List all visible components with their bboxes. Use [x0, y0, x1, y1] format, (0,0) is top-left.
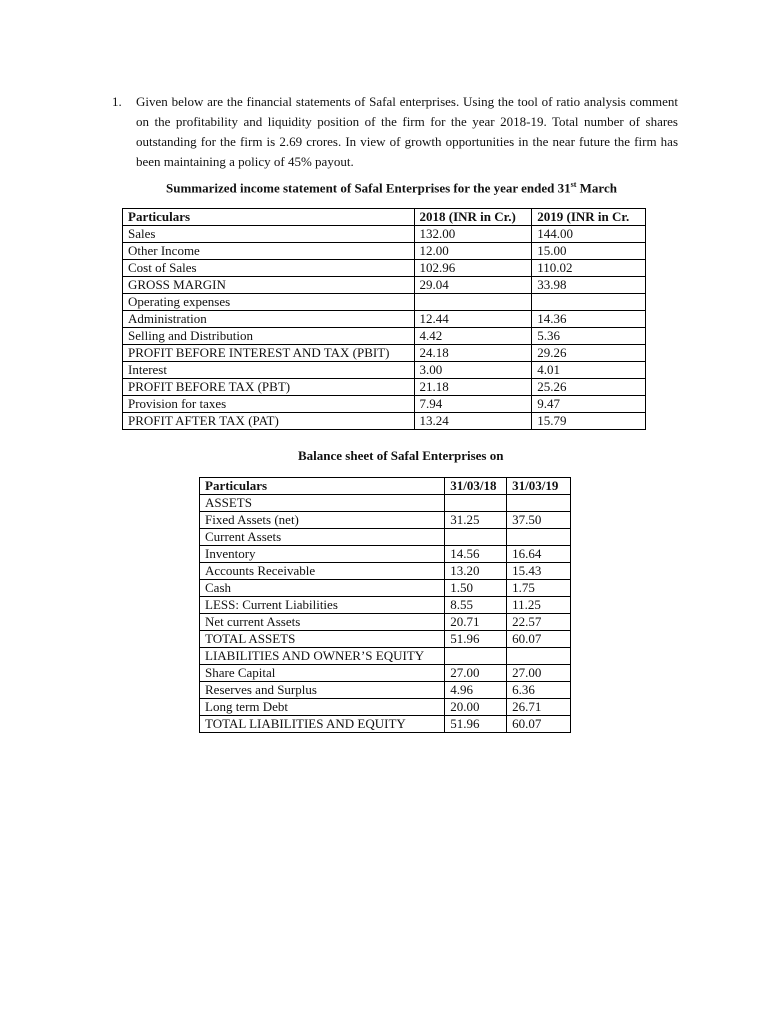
row-label: GROSS MARGIN — [123, 277, 415, 294]
cell-2019: 1.75 — [507, 580, 571, 597]
row-label: PROFIT AFTER TAX (PAT) — [123, 413, 415, 430]
table-row — [200, 631, 571, 648]
row-label: Provision for taxes — [123, 396, 415, 413]
cell-2018: 24.18 — [414, 345, 532, 362]
cell-2019: 14.36 — [532, 311, 646, 328]
cell-2019: 144.00 — [532, 226, 646, 243]
cell-2019: 4.01 — [532, 362, 646, 379]
question-text: Given below are the financial statements of Safal enterprises. Using the tool of ratio analysis comment on the profitability and liquidity position of the firm for the year 2018-19. Total number of shares outstanding for the firm is 2.69 crores. In view of growth opportunities in the near future the firm has been maintaining a policy of 45% payout. — [136, 94, 678, 169]
table-row — [123, 243, 646, 260]
column-header: Particulars — [123, 209, 415, 226]
cell-2019: 60.07 — [507, 716, 571, 733]
table-row — [123, 277, 646, 294]
cell-2018: 31.25 — [445, 512, 507, 529]
row-label: Fixed Assets (net) — [200, 512, 445, 529]
table-header-row — [123, 209, 646, 226]
income-caption-superscript: st — [570, 180, 577, 189]
cell-2019 — [507, 495, 571, 512]
cell-2019: 15.00 — [532, 243, 646, 260]
cell-2019: 11.25 — [507, 597, 571, 614]
cell-2018: 27.00 — [445, 665, 507, 682]
cell-2019: 110.02 — [532, 260, 646, 277]
column-header: Particulars — [200, 478, 445, 495]
row-label: PROFIT BEFORE INTEREST AND TAX (PBIT) — [123, 345, 415, 362]
row-label: TOTAL ASSETS — [200, 631, 445, 648]
cell-2019: 6.36 — [507, 682, 571, 699]
balance-sheet-table — [199, 477, 571, 733]
cell-2018: 3.00 — [414, 362, 532, 379]
cell-2019: 25.26 — [532, 379, 646, 396]
cell-2018: 1.50 — [445, 580, 507, 597]
table-row — [123, 226, 646, 243]
row-label: Long term Debt — [200, 699, 445, 716]
table-row — [200, 597, 571, 614]
cell-2019: 37.50 — [507, 512, 571, 529]
row-label: TOTAL LIABILITIES AND EQUITY — [200, 716, 445, 733]
cell-2018: 4.42 — [414, 328, 532, 345]
cell-2018 — [445, 648, 507, 665]
cell-2018: 13.24 — [414, 413, 532, 430]
table-row — [123, 260, 646, 277]
row-label: ASSETS — [200, 495, 445, 512]
cell-2019: 26.71 — [507, 699, 571, 716]
table-row — [200, 614, 571, 631]
table-row — [123, 379, 646, 396]
cell-2019: 60.07 — [507, 631, 571, 648]
row-label: LIABILITIES AND OWNER’S EQUITY — [200, 648, 445, 665]
table-row — [200, 495, 571, 512]
table-row — [123, 396, 646, 413]
table-row — [200, 563, 571, 580]
row-label: PROFIT BEFORE TAX (PBT) — [123, 379, 415, 396]
cell-2019: 22.57 — [507, 614, 571, 631]
cell-2018 — [414, 294, 532, 311]
cell-2018: 8.55 — [445, 597, 507, 614]
table-row — [200, 699, 571, 716]
table-row — [123, 328, 646, 345]
table-header-row — [200, 478, 571, 495]
cell-2018 — [445, 529, 507, 546]
cell-2019: 5.36 — [532, 328, 646, 345]
cell-2018: 29.04 — [414, 277, 532, 294]
row-label: Cost of Sales — [123, 260, 415, 277]
table-row — [200, 682, 571, 699]
cell-2018 — [445, 495, 507, 512]
cell-2019: 33.98 — [532, 277, 646, 294]
table-row — [123, 413, 646, 430]
table-row — [123, 294, 646, 311]
cell-2019: 29.26 — [532, 345, 646, 362]
cell-2019: 27.00 — [507, 665, 571, 682]
cell-2019: 15.43 — [507, 563, 571, 580]
table-row — [200, 546, 571, 563]
cell-2019: 15.79 — [532, 413, 646, 430]
cell-2018: 20.00 — [445, 699, 507, 716]
table-row — [200, 648, 571, 665]
table-row — [123, 345, 646, 362]
row-label: Interest — [123, 362, 415, 379]
row-label: Selling and Distribution — [123, 328, 415, 345]
income-caption-main: Summarized income statement of Safal Enterprises for the year ended 31 — [166, 180, 571, 196]
cell-2019 — [507, 529, 571, 546]
income-statement-table — [122, 208, 646, 430]
row-label: LESS: Current Liabilities — [200, 597, 445, 614]
row-label: Sales — [123, 226, 415, 243]
row-label: Administration — [123, 311, 415, 328]
question-block — [112, 92, 678, 172]
cell-2018: 4.96 — [445, 682, 507, 699]
row-label: Other Income — [123, 243, 415, 260]
balance-sheet-caption: Balance sheet of Safal Enterprises on — [298, 448, 504, 463]
row-label: Inventory — [200, 546, 445, 563]
cell-2018: 14.56 — [445, 546, 507, 563]
table-row — [123, 311, 646, 328]
row-label: Operating expenses — [123, 294, 415, 311]
cell-2019: 9.47 — [532, 396, 646, 413]
cell-2018: 102.96 — [414, 260, 532, 277]
column-header: 31/03/18 — [445, 478, 507, 495]
table-row — [200, 580, 571, 597]
cell-2019 — [532, 294, 646, 311]
cell-2019: 16.64 — [507, 546, 571, 563]
table-row — [123, 362, 646, 379]
row-label: Net current Assets — [200, 614, 445, 631]
row-label: Accounts Receivable — [200, 563, 445, 580]
row-label: Share Capital — [200, 665, 445, 682]
column-header: 31/03/19 — [507, 478, 571, 495]
column-header: 2019 (INR in Cr. — [532, 209, 646, 226]
cell-2019 — [507, 648, 571, 665]
cell-2018: 7.94 — [414, 396, 532, 413]
income-statement-caption — [166, 180, 617, 196]
cell-2018: 132.00 — [414, 226, 532, 243]
table-row — [200, 512, 571, 529]
cell-2018: 20.71 — [445, 614, 507, 631]
cell-2018: 12.44 — [414, 311, 532, 328]
cell-2018: 13.20 — [445, 563, 507, 580]
row-label: Cash — [200, 580, 445, 597]
table-row — [200, 665, 571, 682]
table-row — [200, 529, 571, 546]
row-label: Reserves and Surplus — [200, 682, 445, 699]
cell-2018: 51.96 — [445, 716, 507, 733]
row-label: Current Assets — [200, 529, 445, 546]
cell-2018: 51.96 — [445, 631, 507, 648]
question-number: 1. — [112, 94, 122, 109]
column-header: 2018 (INR in Cr.) — [414, 209, 532, 226]
income-caption-end: March — [576, 180, 617, 196]
cell-2018: 21.18 — [414, 379, 532, 396]
cell-2018: 12.00 — [414, 243, 532, 260]
table-row — [200, 716, 571, 733]
